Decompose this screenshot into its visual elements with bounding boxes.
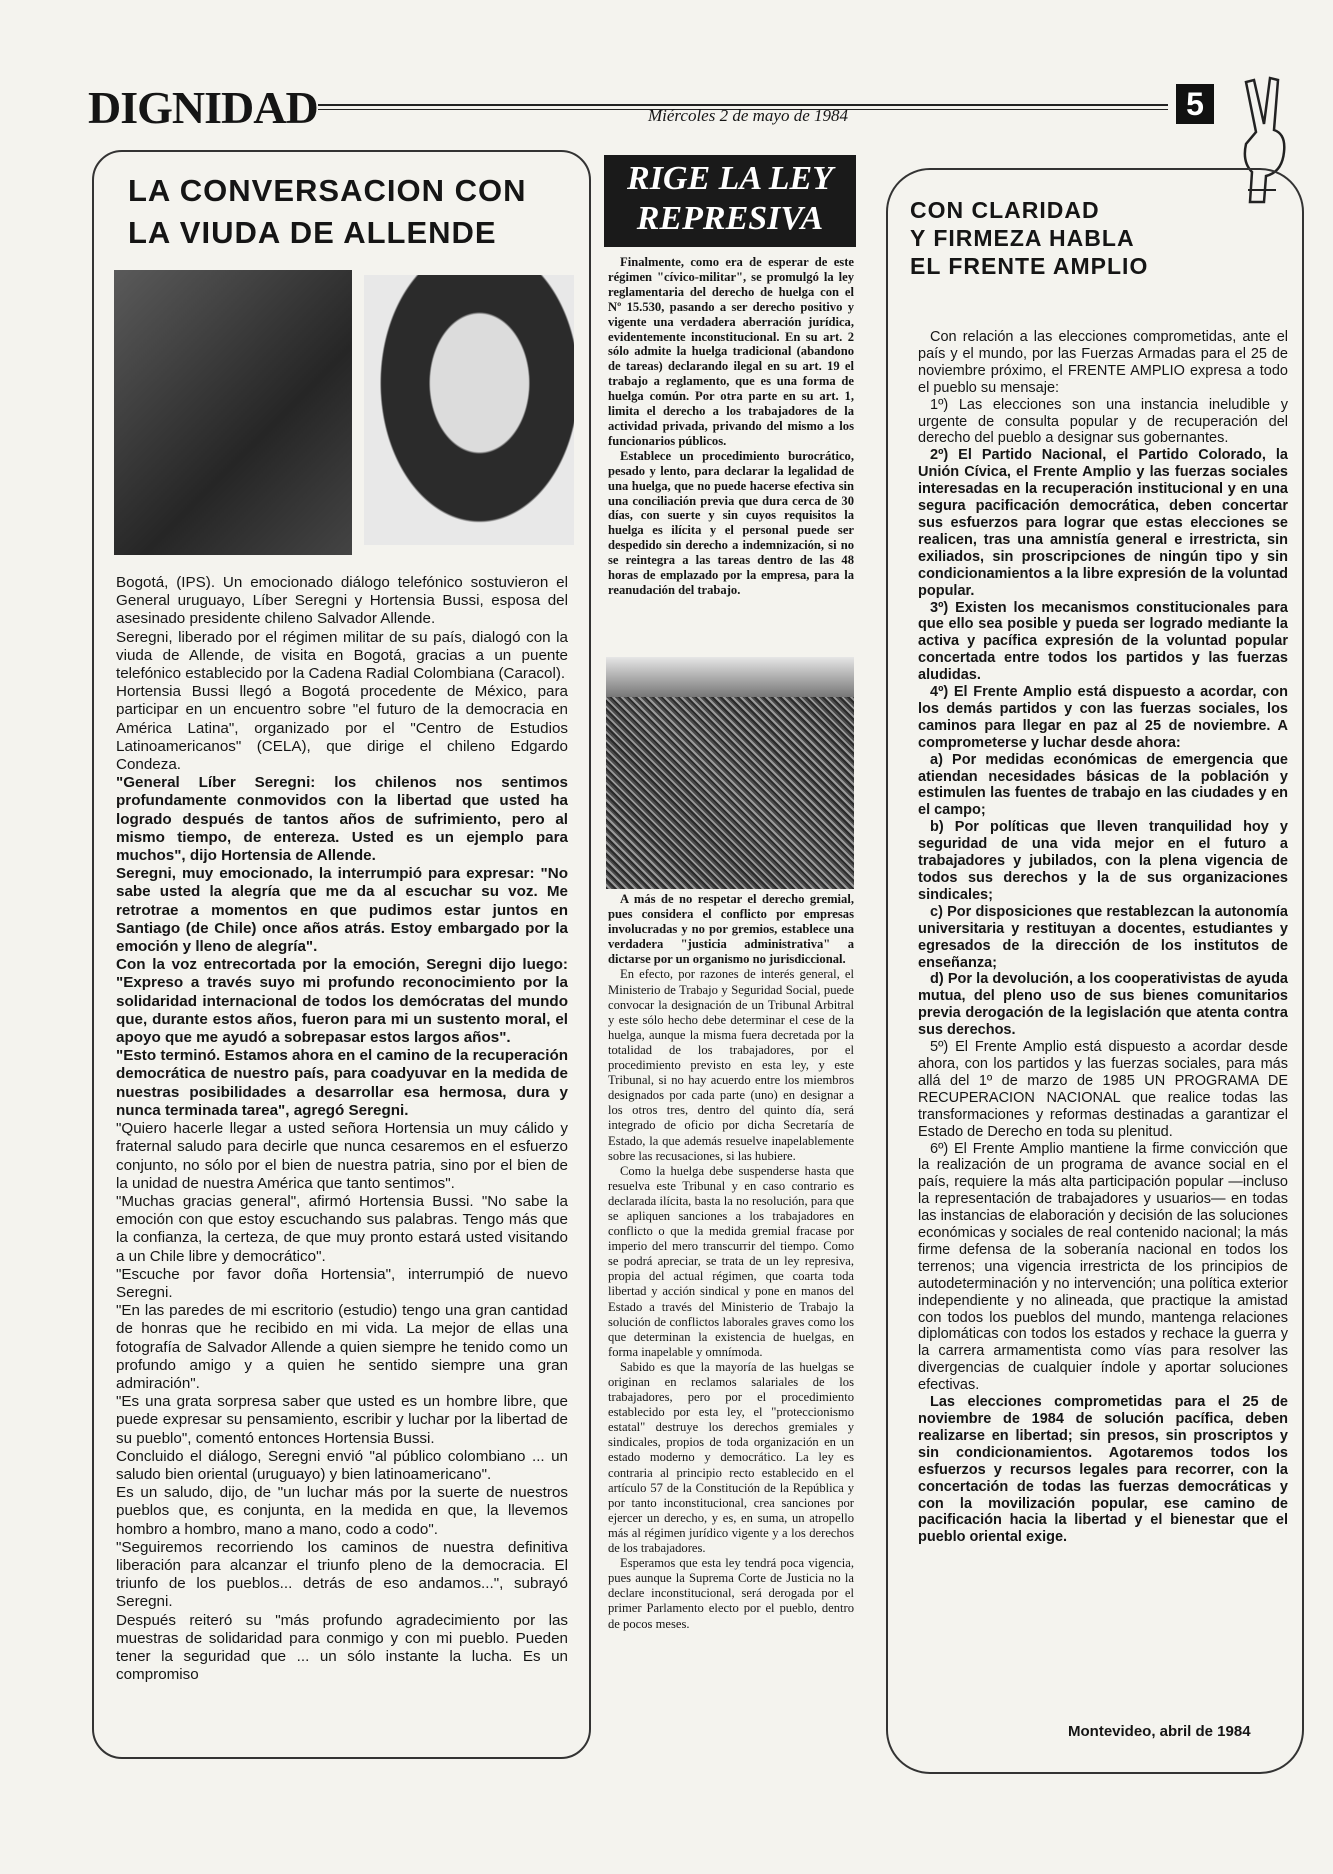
newspaper-logo: DIGNIDAD <box>88 82 318 133</box>
allende-article-body: Bogotá, (IPS). Un emocionado diálogo telefónico sostuvieron el General uruguayo, Líber Seregni y Hortensia Bussi, esposa del asesinado presidente chileno Salvador Allende. Seregni, liberado por el régimen militar de su país, dialogó con la viuda de Allende, de visita en Bogotá, gracias a un puente telefónico establecido por la Cadena Radial Colombiana (Caracol). Hortensia Bussi llegó a Bogotá procedente de México, para participar en un encuentro sobre "el futuro de la democracia en América Latina", organizado por el "Centro de Estudios Latinoamericanos" (CELA), que dirige el chileno Edgardo Condeza. "General Líber Seregni: los chilenos nos sentimos profundamente conmovidos con la libertad que usted ha logrado después de tantos años de sufrimiento, pero al mismo tiempo, de entereza. Usted es un ejemplo para muchos", dijo Hortensia de Allende. Seregni, muy emocionado, la interrumpió para expresar: "No sabe usted la alegría que me da al escuchar su voz. Me retrotrae a momentos en que pudimos estar juntos en Santiago (de Chile) once años atrás. Estoy embargado por la emoción y lleno de alegría". Con la voz entrecortada por la emoción, Seregni dijo luego: "Expreso a través suyo mi profundo reconocimiento por la solidaridad internacional de todos los demócratas del mundo que, durante estos años, fueron para mi un sustento moral, el apoyo que me ayudó a sobrepasar estos largos años". "Esto terminó. Estamos ahora en el camino de la recuperación democrática de nuestro país, para coadyuvar en la medida de nuestras posibilidades a desarrollar esa hermosa, dura y nunca terminada tarea", agregó Seregni. "Quiero hacerle llegar a usted señora Hortensia un muy cálido y fraternal saludo para decirle que nunca cesaremos en el esfuerzo conjunto, no sólo por el bien de nuestra patria, sino por el bien de la unidad de nuestra América que tanto sentimos". "Muchas gracias general", afirmó Hortensia Bussi. "No sabe la emoción con que estoy escuchando sus palabras. Tengo más que la confianza, la certeza, de que muy pronto estará usted visitando a un Chile libre y democrático". "Escuche por favor doña Hortensia", interrumpió de nuevo Seregni. "En las paredes de mi escritorio (estudio) tengo una gran cantidad de honras que he recibido en mi vida. La mejor de ellas una fotografía de Salvador Allende a quien siempre he tenido como un profundo amigo y a quien he sentido siempre una gran admiración". "Es una grata sorpresa saber que usted es un hombre libre, que puede expresar su pensamiento, escribir y luchar por la libertad de su pueblo", comentó entonces Hortensia Bussi. Concluido el diálogo, Seregni envió "al público colombiano ... un saludo bien oriental (uruguayo) y bien latinoamericano". Es un saludo, dijo, de "un luchar más por la suerte de nuestros pueblos que, es conjunta, en la medida en que, la llevemos hombro a hombro, mano a mano, codo a codo". "Seguiremos recorriendo los caminos de nuestra definitiva liberación para alcanzar el triunfo pleno de la democracia. El triunfo de los pueblos... detrás de eso andamos...", subrayó Seregni. Después reiteró su "más profundo agradecimiento por las muestras de solidaridad para conmigo y con mi pueblo. Pueden tener la seguridad que ... un sólo instante la lucha. Es un compromiso <box>116 574 568 1684</box>
frente-amplio-body: Con relación a las elecciones comprometidas, ante el país y el mundo, por las Fuerzas Armadas para el 25 de noviembre próximo, el FRENTE AMPLIO expresa a todo el pueblo su mensaje: 1º) Las elecciones son una instancia ineludible y urgente de consulta popular y de recuperación del derecho del pueblo a designar sus gobernantes. 2º) El Partido Nacional, el Partido Colorado, la Unión Cívica, el Frente Amplio y las fuerzas sociales interesadas en la recuperación institucional y en una segura pacificación democrática, deben concertar sus esfuerzos para lograr que estas elecciones se realicen, tras una amnistía general e irrestricta, sin exiliados, sin proscripciones de ningún tipo y sin condicionamientos a la libre expresión de la voluntad popular. 3º) Existen los mecanismos constitucionales para que ello sea posible y pueda ser logrado mediante la activa y pacífica expresión de la voluntad popular concertada entre todos los partidos y las fuerzas aludidas. 4º) El Frente Amplio está dispuesto a acordar, con los demás partidos y con las fuerzas sociales, los caminos para llegar en paz al 25 de noviembre. A comprometerse y luchar desde ahora: a) Por medidas económicas de emergencia que atiendan necesidades básicas de la población y estimulen las fuentes de trabajo en las ciudades y en el campo; b) Por políticas que lleven tranquilidad hoy y seguridad de una vida mejor en el futuro a trabajadores y jubilados, con la plena vigencia de todos sus derechos y la de sus organizaciones sindicales; c) Por disposiciones que restablezcan la autonomía universitaria y restituyan a docentes, estudiantes y egresados de la dirección de los institutos de enseñanza; d) Por la devolución, a los cooperativistas de ayuda mutua, del pleno uso de sus bienes comunitarios previa derogación de la legislación que atenta contra sus derechos. 5º) El Frente Amplio está dispuesto a acordar desde ahora, con los partidos y las fuerzas sociales, para más allá del 1º de marzo de 1985 UN PROGRAMA DE RECUPERACION NACIONAL que realice todas las transformaciones y reformas destinadas a garantizar el Estado de Derecho en toda su plenitud. 6º) El Frente Amplio mantiene la firme convicción que la realización de un programa de avance social en el país, requiere la más alta participación popular —incluso la representación de trabajadores y usuarios— en todas las instancias de elaboración y decisión de las soluciones económicas y sociales de real contenido nacional; la más firme defensa de la soberanía nacional en todos los terrenos; una vigencia irrestricta de los principios de autodeterminación y no intervención; una política exterior independiente y no alineada, que practique la amistad con todos los pueblos del mundo, mantenga relaciones diplomáticas con todos los estados y rechace la guerra y la carrera armamentista como vías para resolver las divergencias de cualquier índole y aportar soluciones efectivas. Las elecciones comprometidas para el 25 de noviembre de 1984 de solución pacífica, deben realizarse en libertad; sin presos, sin proscriptos y sin condicionamientos. Agotaremos todos los esfuerzos y recursos legales para recorrer, con la concertación de todas las fuerzas democráticas y con la movilización popular, ese camino de pacificación hacia la libertad y el bienestar que el pueblo oriental exige. <box>918 329 1288 1546</box>
ley-represiva-body-bottom: A más de no respetar el derecho gremial, pues considera el conflicto por empresas involucradas y no por gremios, establece una verdadera "justicia administrativa" a dictarse por un organismo no jurisdiccional. En efecto, por razones de interés general, el Ministerio de Trabajo y Seguridad Social, puede convocar la designación de un Tribunal Arbitral y este sólo hecho debe determinar el cese de la huelga, aunque la misma fuera decretada por la totalidad de los trabajadores, por el procedimiento previsto en esta ley, y este Tribunal, si no hay acuerdo entre los miembros designados por cada parte (uno) en designar a los otros tres, dentro del quinto día, será integrado de oficio por dicha Secretaría de Estado, la que además resuelve inapelablemente sobre las recusaciones, si las hubiere. Como la huelga debe suspenderse hasta que resuelva este Tribunal y en caso contrario es declarada ilícita, basta la no resolución, para que se apliquen sanciones a los trabajadores en conflicto o que la medida gremial fracase por imperio del mero transcurrir del tiempo. Como se podrá apreciar, se trata de un ley represiva, propia del actual régimen, que coarta toda libertad y acción sindical y pone en manos del Estado a través del Ministerio de Trabajo la solución de conflictos laborales graves como los que determinan la existencia de huelgas, en forma inapelable y omnímoda. Sabido es que la mayoría de las huelgas se originan en reclamos salariales de los trabajadores, pero por el procedimiento establecido por esta ley, el "proteccionismo estatal" destruye los derechos gremiales y sindicales, propios de toda organización en un estado moderno y democrático. La ley es contraria al principio recto establecido en el artículo 57 de la Constitución de la República y por tanto inconstitucional, crea sanciones por ejercer un derecho, y es, en suma, un atropello más al régimen jurídico vigente y a los derechos de los trabajadores. Esperamos que esta ley tendrá poca vigencia, pues aunque la Suprema Corte de Justicia no la declare inconstitucional, será derogada por el primer Parlamento electo por el pueblo, dentro de pocos meses. <box>608 892 854 1631</box>
photo-salvador-allende <box>364 275 574 545</box>
article-photos <box>114 270 574 555</box>
signoff: Montevideo, abril de 1984 <box>1068 1723 1251 1740</box>
ley-represiva-headline: RIGE LA LEY REPRESIVA <box>604 155 856 247</box>
masthead <box>88 84 1248 132</box>
issue-date: Miércoles 2 de mayo de 1984 <box>648 106 849 125</box>
frente-amplio-headline: CON CLARIDAD Y FIRMEZA HABLA EL FRENTE AMPLIO <box>910 197 1149 279</box>
photo-hortensia-bussi <box>114 270 352 555</box>
ley-represiva-body-top: Finalmente, como era de esperar de este régimen "cívico-militar", se promulgó la ley reglamentaria del derecho de huelga con el Nº 15.530, pasando a ser derecho positivo y vigente una verdadera aberración jurídica, evidentemente inconstitucional. En su art. 2 sólo admite la huelga tradicional (abandono de tareas) declarando ilegal en su art. 19 el trabajo a reglamento, que es una forma de huelga común. Por otra parte en su art. 1, limita el derecho a los trabajadores de la actividad privada, privando del mismo a los funcionarios públicos. Establece un procedimiento burocrático, pesado y lento, para declarar la legalidad de una huelga, que no puede hacerse efectiva sin una conciliación previa que dura cerca de 30 días, con suerte y sin cuyos requisitos la huelga es ilícita y el personal puede ser despedido sin derecho a indemnización, si no se reintegra a las tareas dentro de las 48 horas de emplazado por la empresa, para la reanudación del trabajo. <box>608 255 854 597</box>
crowd-photo <box>606 657 854 889</box>
allende-article <box>92 150 591 1759</box>
allende-headline: LA CONVERSACION CON LA VIUDA DE ALLENDE <box>128 173 527 250</box>
page-number: 5 <box>1176 84 1214 124</box>
